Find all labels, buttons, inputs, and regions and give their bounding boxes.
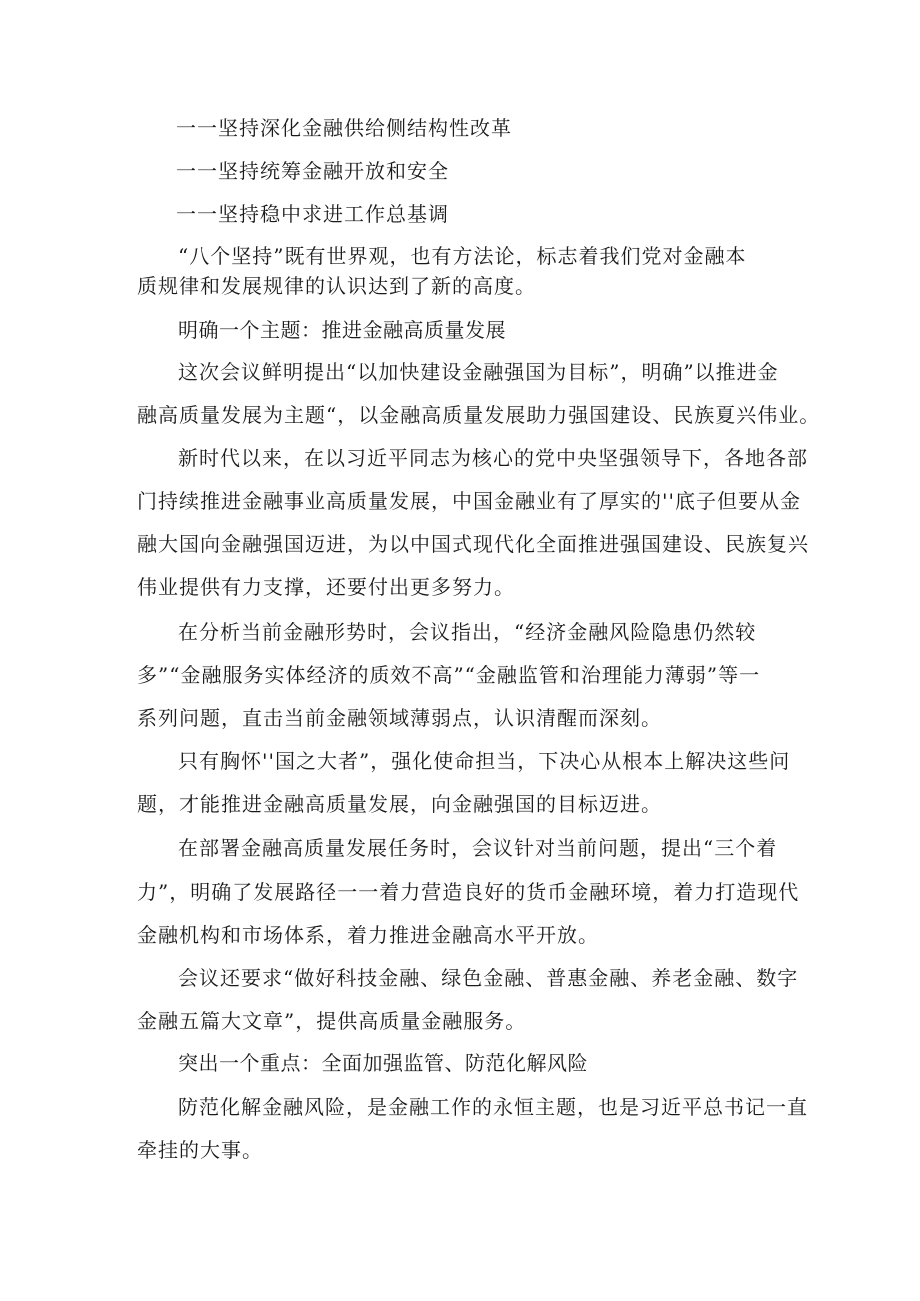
paragraph-line: 新时代以来，在以习近平同志为核心的党中央坚强领导下，各地各部 [178,446,808,470]
paragraph-line: 系列问题，直击当前金融领域薄弱点，认识清醒而深刻。 [137,706,662,730]
paragraph-line: 在部署金融高质量发展任务时，会议针对当前问题，提出“三个着 [178,836,778,860]
section-heading: 明确一个主题：推进金融高质量发展 [178,318,506,342]
paragraph-line: 这次会议鲜明提出“以加快建设金融强国为目标”，明确”以推进金 [178,360,779,384]
paragraph-line: 在分析当前金融形势时，会议指出，“经济金融风险隐患仍然较 [178,620,757,644]
section-heading: 突出一个重点：全面加强监管、防范化解风险 [178,1051,588,1075]
paragraph-line: 防范化解金融风险，是金融工作的永恒主题，也是习近平总书记一直 [178,1095,808,1119]
paragraph-line: 力”，明确了发展路径一一着力营造良好的货币金融环境，着力打造现代 [137,880,800,904]
paragraph-line: 门持续推进金融事业高质量发展，中国金融业有了厚实的''底子但要从金 [137,489,801,513]
paragraph-line: 质规律和发展规律的认识达到了新的高度。 [137,274,536,298]
paragraph-line: “八个坚持”既有世界观，也有方法论，标志着我们党对金融本 [178,244,747,268]
paragraph-line: 题，才能推进金融高质量发展，向金融强国的目标迈进。 [137,792,662,816]
paragraph-line: 牵挂的大事。 [137,1138,263,1162]
paragraph-line: 金融五篇大文章”，提供高质量金融服务。 [137,1009,527,1033]
paragraph-line: 融大国向金融强国迈进，为以中国式现代化全面推进强国建设、民族复兴 [137,532,809,556]
paragraph-line: 伟业提供有力支撑，还要付出更多努力。 [137,575,515,599]
paragraph-line: 会议还要求“做好科技金融、绿色金融、普惠金融、养老金融、数字 [178,966,799,990]
paragraph-line: 多”“金融服务实体经济的质效不高”“金融监管和治理能力薄弱”等一 [137,663,761,687]
bullet-line: 一一坚持稳中求进工作总基调 [176,202,449,226]
paragraph-line: 融高质量发展为主题“，以金融高质量发展助力强国建设、民族夏兴伟业。 [137,403,821,427]
paragraph-line: 只有胸怀''国之大者”，强化使命担当，下决心从根本上解决这些问 [178,749,791,773]
bullet-line: 一一坚持深化金融供给侧结构性改革 [176,116,512,140]
paragraph-line: 金融机构和市场体系，着力推进金融高水平开放。 [137,923,599,947]
bullet-line: 一一坚持统筹金融开放和安全 [176,159,449,183]
